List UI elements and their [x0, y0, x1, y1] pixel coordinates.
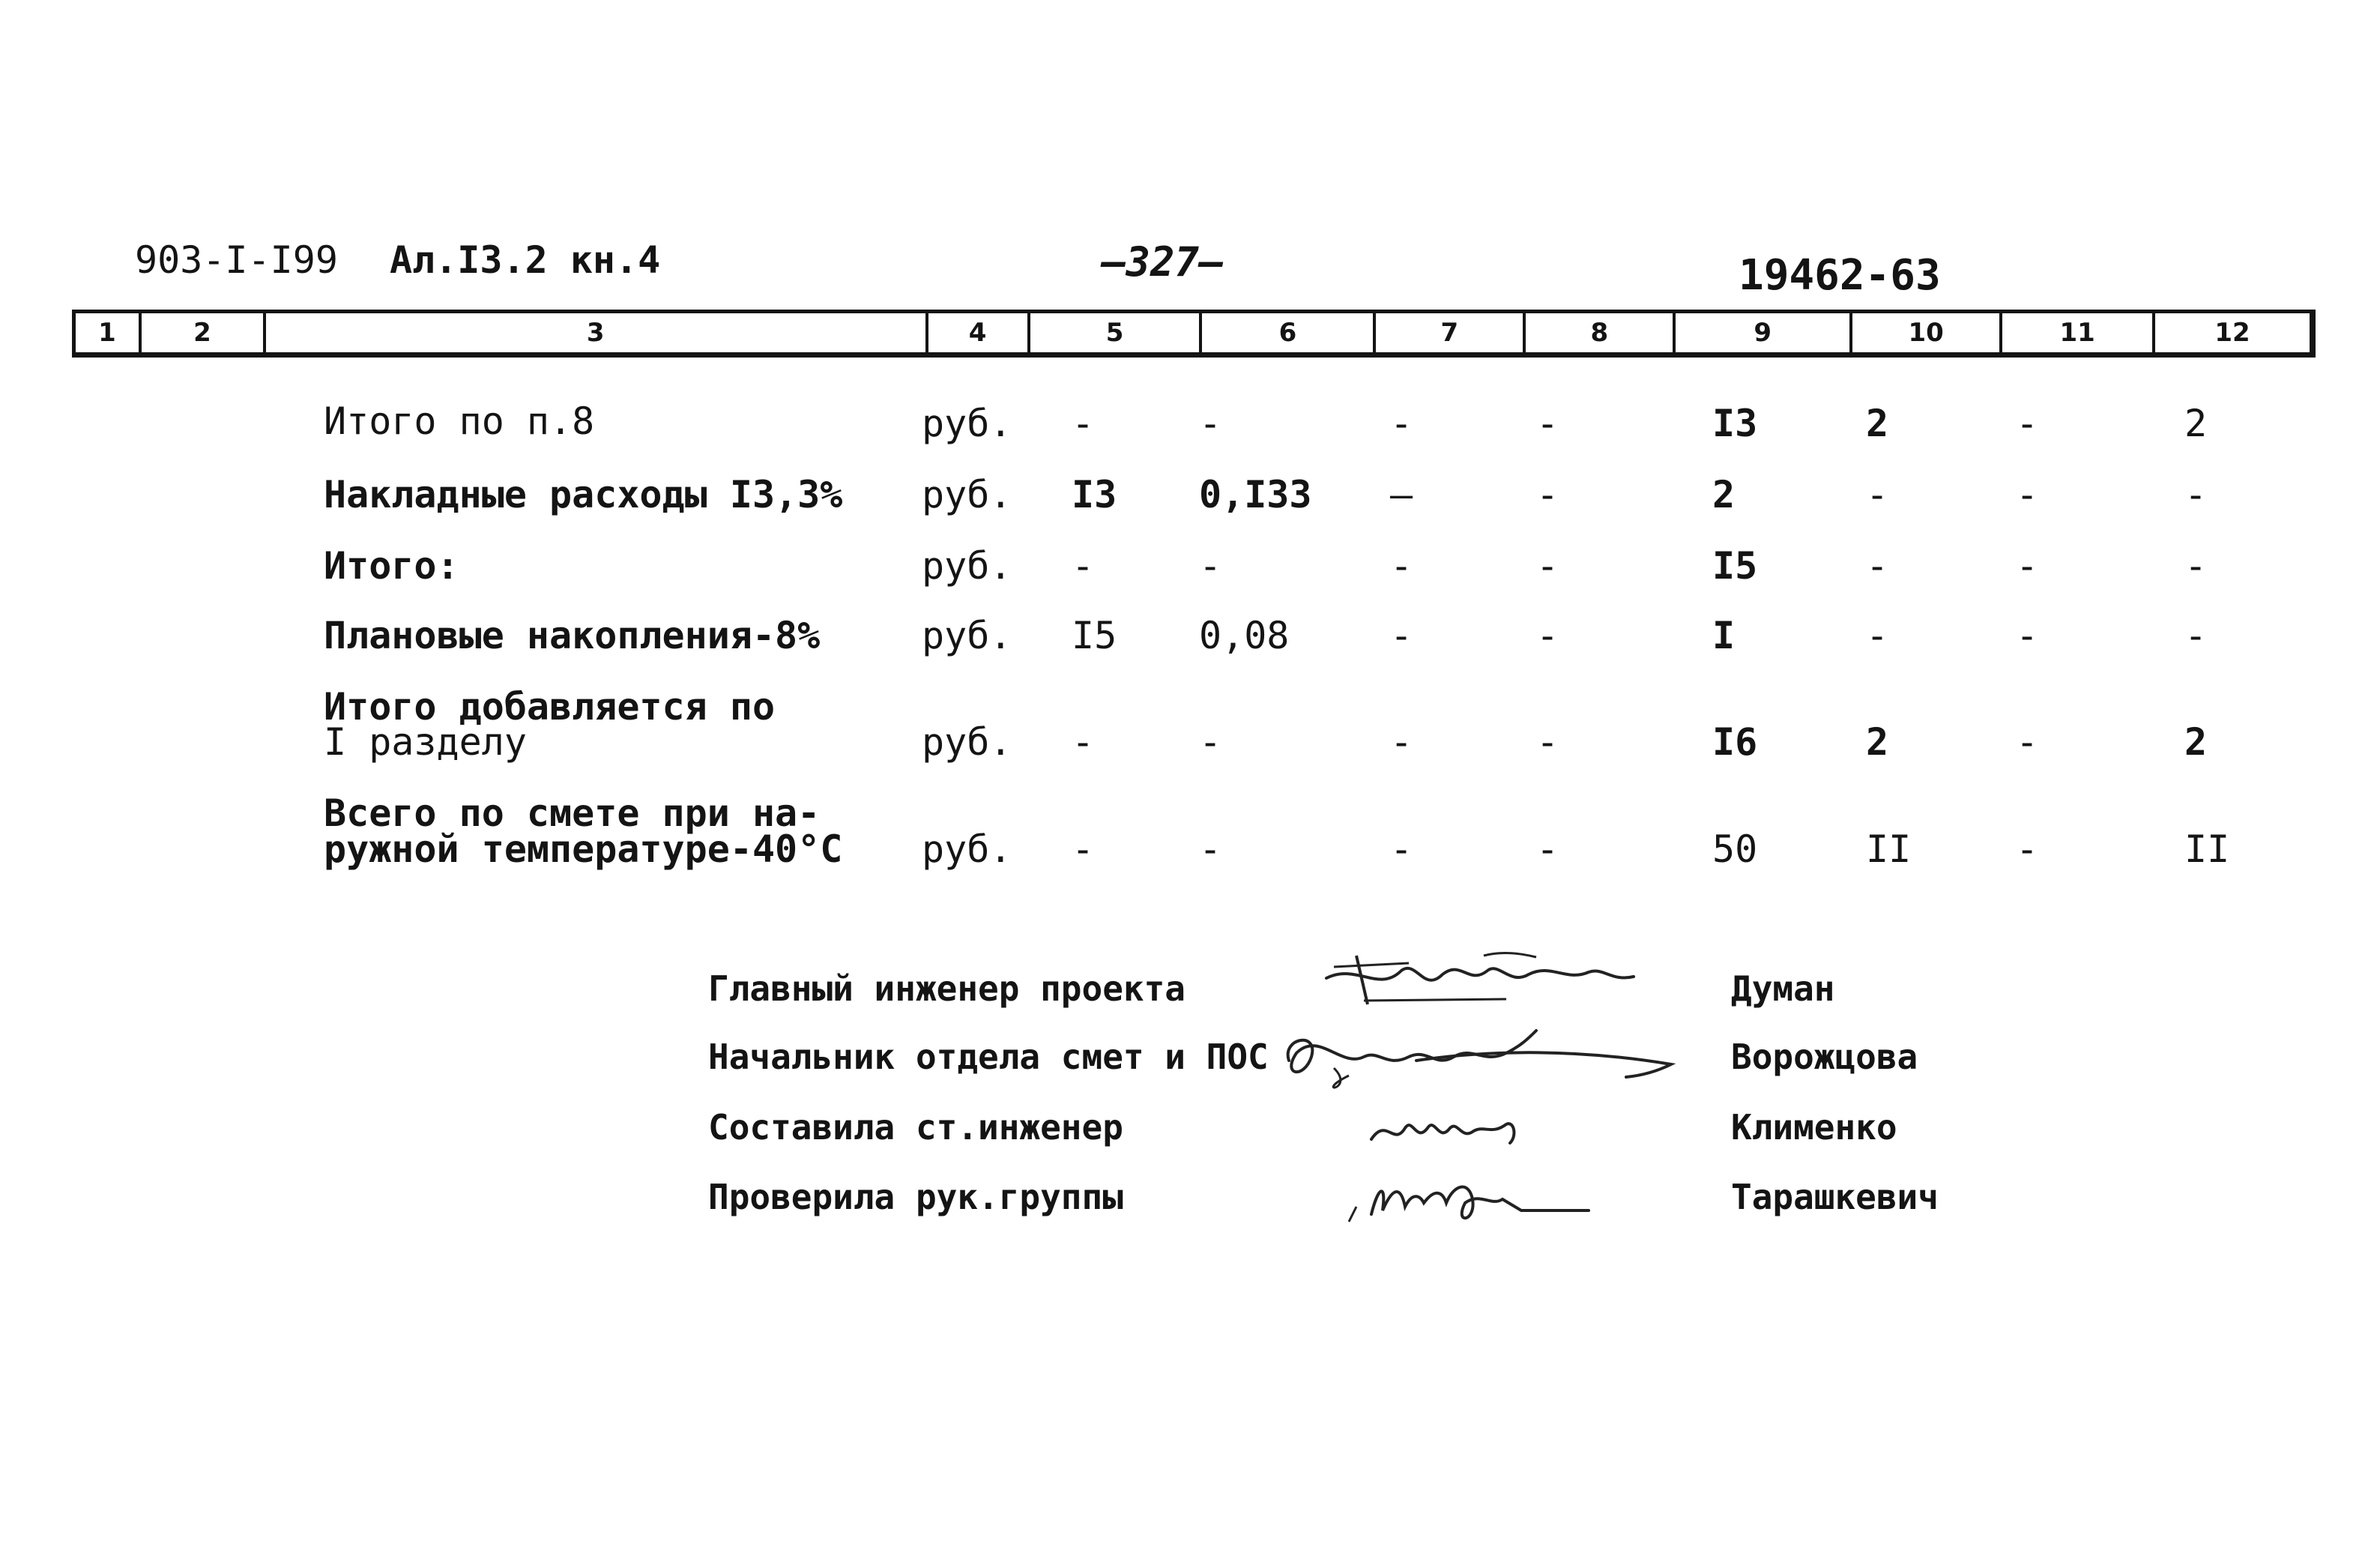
table-cell: - [2016, 614, 2039, 657]
table-cell: 2 [1712, 473, 1736, 516]
signature-title: Составила ст.инженер [708, 1107, 1123, 1148]
column-number: 9 [1676, 313, 1852, 352]
document-reference: Ал.I3.2 кн.4 [390, 238, 661, 282]
table-cell: I [1712, 614, 1736, 657]
handwritten-signature [1341, 1169, 1596, 1229]
table-row-label: Плановые накопления-8% [324, 614, 821, 657]
signature-name: Думан [1731, 968, 1835, 1009]
table-row-label: I разделу [324, 720, 527, 764]
column-number: 12 [2214, 318, 2250, 348]
column-number: 4 [928, 313, 1030, 352]
table-cell: - [1866, 544, 1889, 588]
table-row-label: Итого по п.8 [324, 399, 595, 443]
table-cell: I5 [1712, 544, 1758, 588]
table-row-label: Всего по смете при на- [324, 791, 821, 835]
table-cell: I6 [1712, 720, 1758, 764]
signature-name: Клименко [1731, 1107, 1897, 1148]
table-cell: - [2016, 720, 2039, 764]
column-number: 2 [142, 313, 266, 352]
table-row-label: Накладные расходы I3,3% [324, 473, 843, 516]
signature-title: Проверила рук.группы [708, 1177, 1123, 1217]
document-number: 19462-63 [1739, 251, 1941, 300]
signature-title: Начальник отдела смет и ПОС [708, 1037, 1269, 1077]
table-cell: - [1390, 544, 1413, 588]
signature-name: Тарашкевич [1731, 1177, 1939, 1217]
table-cell: 2 [1866, 720, 1889, 764]
document-code: 903-I-I99 [135, 238, 338, 282]
column-number: 11 [2002, 313, 2155, 352]
table-cell: I5 [1072, 614, 1117, 657]
table-cell: - [1199, 544, 1222, 588]
unit-cell: руб. [922, 614, 1012, 657]
column-number: 8 [1526, 313, 1676, 352]
table-cell: - [1536, 473, 1559, 516]
column-number: 6 [1202, 313, 1376, 352]
table-cell: 2 [2184, 402, 2208, 445]
table-cell: - [1536, 827, 1559, 871]
table-cell: - [1536, 402, 1559, 445]
column-number: 7 [1376, 313, 1526, 352]
handwritten-signature [1364, 1102, 1529, 1154]
table-cell: - [1536, 614, 1559, 657]
table-cell: 0,08 [1199, 614, 1290, 657]
table-cell: - [1072, 720, 1095, 764]
table-cell: - [2016, 473, 2039, 516]
column-number: 5 [1030, 313, 1203, 352]
table-cell: - [1199, 720, 1222, 764]
table-cell: — [1390, 473, 1413, 516]
table-cell: II [2184, 827, 2230, 871]
table-cell: - [1390, 827, 1413, 871]
table-cell: I3 [1072, 473, 1117, 516]
table-cell: II [1866, 827, 1912, 871]
unit-cell: руб. [922, 473, 1012, 516]
table-cell: - [1536, 720, 1559, 764]
unit-cell: руб. [922, 827, 1012, 871]
table-cell: - [1072, 827, 1095, 871]
signature-title: Главный инженер проекта [708, 968, 1186, 1009]
table-row-label: Итого добавляется по [324, 685, 776, 729]
column-number: 1 [76, 313, 142, 352]
handwritten-signature [1311, 941, 1656, 1012]
table-cell: - [2016, 827, 2039, 871]
table-cell: - [1072, 402, 1095, 445]
table-cell: - [2016, 544, 2039, 588]
table-cell: - [2016, 402, 2039, 445]
handwritten-signature [1266, 1023, 1686, 1098]
table-cell: - [1390, 720, 1413, 764]
table-cell: - [1866, 614, 1889, 657]
table-cell: - [2184, 473, 2208, 516]
table-row-label: Итого: [324, 544, 459, 588]
table-cell: 0,I33 [1199, 473, 1312, 516]
unit-cell: руб. [922, 402, 1012, 445]
table-cell: - [2184, 614, 2208, 657]
table-cell: - [1866, 473, 1889, 516]
table-cell: - [1072, 544, 1095, 588]
unit-cell: руб. [922, 544, 1012, 588]
table-cell: 2 [2184, 720, 2208, 764]
column-number: 3 [266, 313, 928, 352]
unit-cell: руб. [922, 720, 1012, 764]
table-cell: 2 [1866, 402, 1889, 445]
column-number: 10 [1852, 313, 2002, 352]
table-row-label: ружной температуре-40°С [324, 827, 843, 871]
table-cell: - [1199, 827, 1222, 871]
table-cell: - [1536, 544, 1559, 588]
table-cell: - [1199, 402, 1222, 445]
table-cell: I3 [1712, 402, 1758, 445]
table-cell: 50 [1712, 827, 1758, 871]
table-cell: - [2184, 544, 2208, 588]
column-number-bar [72, 310, 2316, 358]
page-number: —327— [1102, 238, 1224, 286]
table-cell: - [1390, 614, 1413, 657]
signature-name: Ворожцова [1731, 1037, 1918, 1077]
table-cell: - [1390, 402, 1413, 445]
